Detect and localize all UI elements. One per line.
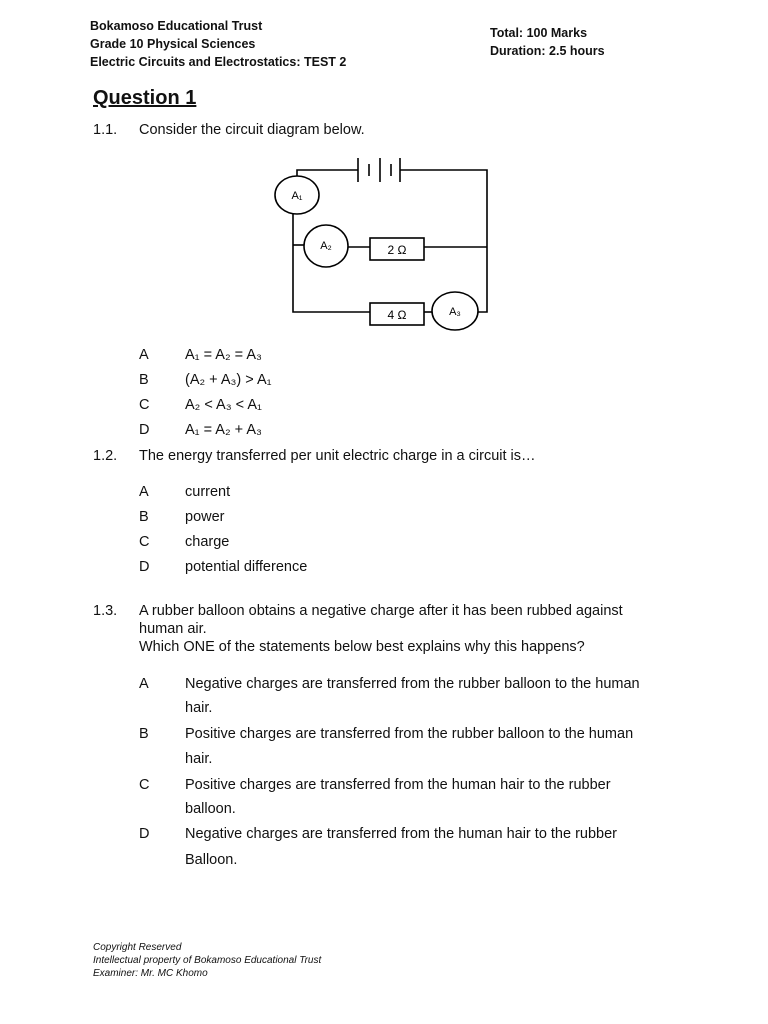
header-left — [90, 17, 346, 71]
q1-1-option-d-letter: D — [139, 422, 150, 438]
q1-1-option-c-text: A₂ < A₃ < A₁ — [185, 397, 262, 413]
q1-3-number: 1.3. — [93, 603, 118, 619]
q1-1-number: 1.1. — [93, 122, 118, 138]
q1-2-text: The energy transferred per unit electric charge in a circuit is… — [139, 448, 536, 464]
top-wire-left — [297, 170, 358, 177]
q1-2-number: 1.2. — [93, 448, 118, 464]
q1-1-option-c-letter: C — [139, 397, 150, 413]
q1-1-text: Consider the circuit diagram below. — [139, 122, 365, 138]
q1-1-option-b-letter: B — [139, 372, 149, 388]
header-total: Total: 100 Marks — [490, 26, 588, 40]
resistor-2-label: 2 Ω — [387, 243, 407, 257]
q1-3-option-c-line2: balloon. — [185, 801, 236, 817]
q1-3-option-d-line2: Balloon. — [185, 852, 238, 868]
q1-2-option-d-letter: D — [139, 559, 150, 575]
q1-3-option-a-line1: Negative charges are transferred from the rubber balloon to the human — [185, 676, 640, 692]
header-right — [490, 24, 605, 60]
q1-3-option-d-letter: D — [139, 826, 150, 842]
footer-ip: Intellectual property of Bokamoso Educational Trust — [93, 955, 322, 966]
q1-3-option-c-letter: C — [139, 777, 150, 793]
ammeter-a2-label: A₂ — [320, 240, 332, 252]
q1-1-option-a-text: A₁ = A₂ = A₃ — [185, 347, 262, 363]
q1-2-option-b-text: power — [185, 509, 225, 525]
q1-3-option-b-letter: B — [139, 726, 149, 742]
q1-3-line2: human air. — [139, 621, 207, 637]
q1-2-option-a-letter: A — [139, 484, 149, 500]
q1-3-option-b-line2: hair. — [185, 751, 213, 767]
q1-1-option-a-letter: A — [139, 347, 149, 363]
header-grade: Grade 10 Physical Sciences — [90, 37, 256, 51]
q1-2-option-d-text: potential difference — [185, 559, 308, 575]
circuit-diagram — [260, 150, 510, 335]
ammeter-a1-label: A₁ — [291, 190, 303, 202]
resistor-4-label: 4 Ω — [387, 308, 407, 322]
q1-3-line1: A rubber balloon obtains a negative charge after it has been rubbed against — [139, 603, 623, 619]
q1-3-option-d-line1: Negative charges are transferred from the human hair to the rubber — [185, 826, 618, 842]
q1-3-line3: Which ONE of the statements below best explains why this happens? — [139, 639, 585, 655]
header-duration: Duration: 2.5 hours — [490, 44, 605, 58]
header-test: Electric Circuits and Electrostatics: TEST 2 — [90, 55, 347, 69]
ammeter-a3-label: A₃ — [449, 306, 461, 318]
q1-3-option-b-line1: Positive charges are transferred from the rubber balloon to the human — [185, 726, 634, 742]
footer-examiner: Examiner: Mr. MC Khomo — [93, 968, 208, 979]
q1-3-option-a-line2: hair. — [185, 700, 213, 716]
q1-1-option-b-text: (A₂ + A₃) > A₁ — [185, 372, 272, 388]
footer-copyright: Copyright Reserved — [93, 942, 182, 953]
q1-3-option-c-line1: Positive charges are transferred from the human hair to the rubber — [185, 777, 611, 793]
q1-2-option-a-text: current — [185, 484, 231, 500]
footer — [93, 941, 321, 980]
question-title: Question 1 — [93, 87, 197, 109]
header-org: Bokamoso Educational Trust — [90, 19, 263, 33]
q1-2-option-c-text: charge — [185, 534, 230, 550]
q1-2-option-b-letter: B — [139, 509, 149, 525]
q1-3-option-a-letter: A — [139, 676, 149, 692]
q1-2-option-c-letter: C — [139, 534, 150, 550]
q1-1-option-d-text: A₁ = A₂ + A₃ — [185, 422, 262, 438]
